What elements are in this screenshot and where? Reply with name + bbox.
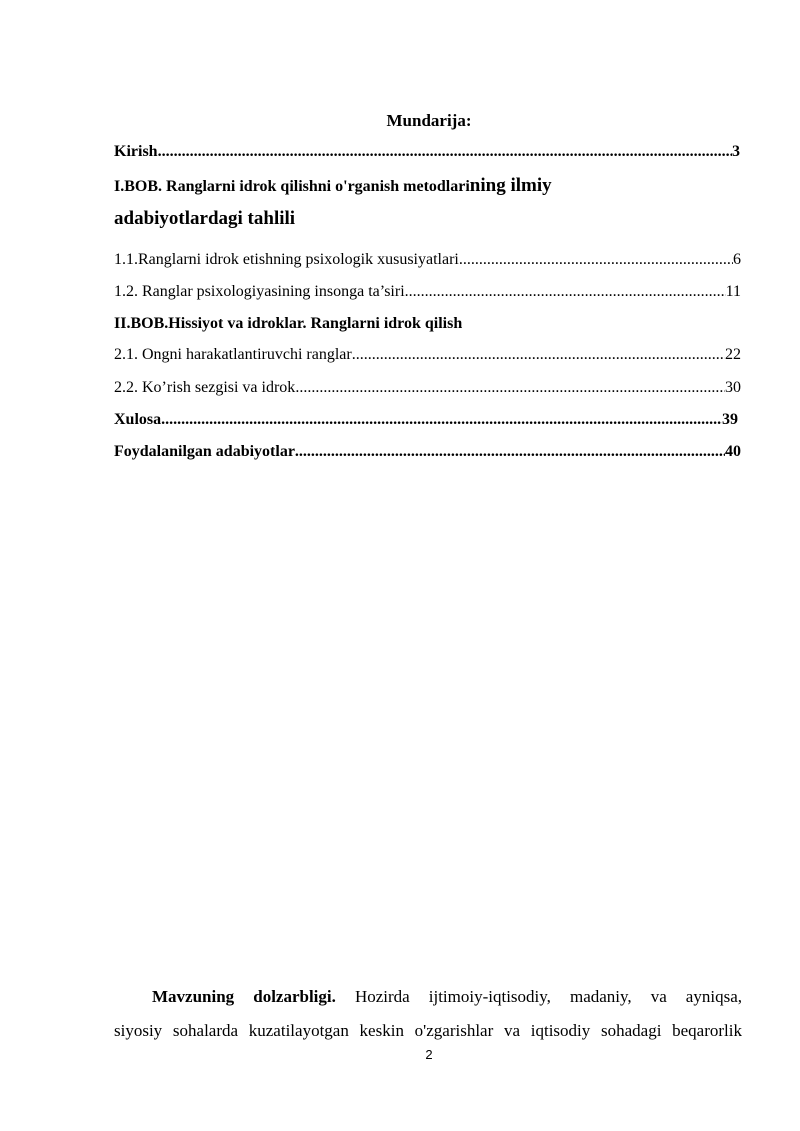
- toc-entry-label: Kirish: [114, 143, 158, 160]
- toc-chapter-1-label-c: adabiyotlardagi tahlili: [114, 208, 296, 229]
- toc-chapter-2: [114, 315, 462, 333]
- toc-entry-page: 39: [722, 411, 738, 428]
- page-number: 2: [425, 1047, 433, 1062]
- toc-title: Mundarija:: [386, 111, 472, 130]
- toc-leader-dots: [352, 346, 725, 364]
- toc-leader-dots: [459, 251, 733, 269]
- toc-leader-dots: [158, 143, 732, 161]
- toc-leader-dots: [405, 283, 726, 301]
- toc-entry-label: Xulosa: [114, 411, 162, 428]
- toc-leader-dots: [295, 443, 725, 461]
- toc-entry-page: 22: [725, 346, 741, 363]
- toc-entry-label: 2.1. Ongni harakatlantiruvchi ranglar: [114, 346, 352, 363]
- toc-entry-label: 1.1.Ranglarni idrok etishning psixologik xususiyatlari: [114, 251, 459, 268]
- toc-entry-page: 3: [732, 143, 740, 160]
- toc-entry-label: 2.2. Ko’rish sezgisi va idrok: [114, 379, 296, 396]
- toc-entry-conclusion: [114, 411, 738, 429]
- toc-entry-section-2-1: [114, 346, 741, 364]
- toc-leader-dots: [161, 411, 722, 429]
- toc-chapter-1-label-a: I.BOB. Ranglarni idrok qilishni o'rganish metodlari: [114, 178, 470, 195]
- toc-entry-section-2-2: [114, 379, 741, 397]
- body-lead-heading: Mavzuning dolzarbligi.: [152, 987, 336, 1006]
- toc-entry-references: [114, 443, 741, 461]
- body-line-1-text: Hozirda ijtimoiy-iqtisodiy, madaniy, va ayniqsa,: [335, 987, 742, 1006]
- toc-entry-page: 40: [725, 443, 741, 460]
- toc-entry-section-1-2: [114, 283, 741, 301]
- body-paragraph-line-2: siyosiy sohalarda kuzatilayotgan keskin o'zgarishlar va iqtisodiy sohadagi beqarorlik: [114, 1021, 742, 1040]
- body-paragraph-line-1: [114, 980, 742, 1014]
- toc-entry-label: Foydalanilgan adabiyotlar: [114, 443, 295, 460]
- toc-entry-page: 30: [725, 379, 741, 396]
- toc-chapter-2-label: II.BOB.Hissiyot va idroklar. Ranglarni idrok qilish: [114, 315, 463, 332]
- toc-chapter-1: [114, 175, 552, 197]
- toc-entry-page: 11: [725, 283, 741, 300]
- toc-leader-dots: [295, 379, 725, 397]
- toc-entry-section-1-1: [114, 251, 741, 269]
- toc-chapter-1-label-b: ning ilmiy: [469, 175, 552, 196]
- toc-entry-intro: [114, 143, 740, 161]
- toc-entry-label: 1.2. Ranglar psixologiyasining insonga ta’siri: [114, 283, 405, 300]
- toc-entry-page: 6: [733, 251, 741, 268]
